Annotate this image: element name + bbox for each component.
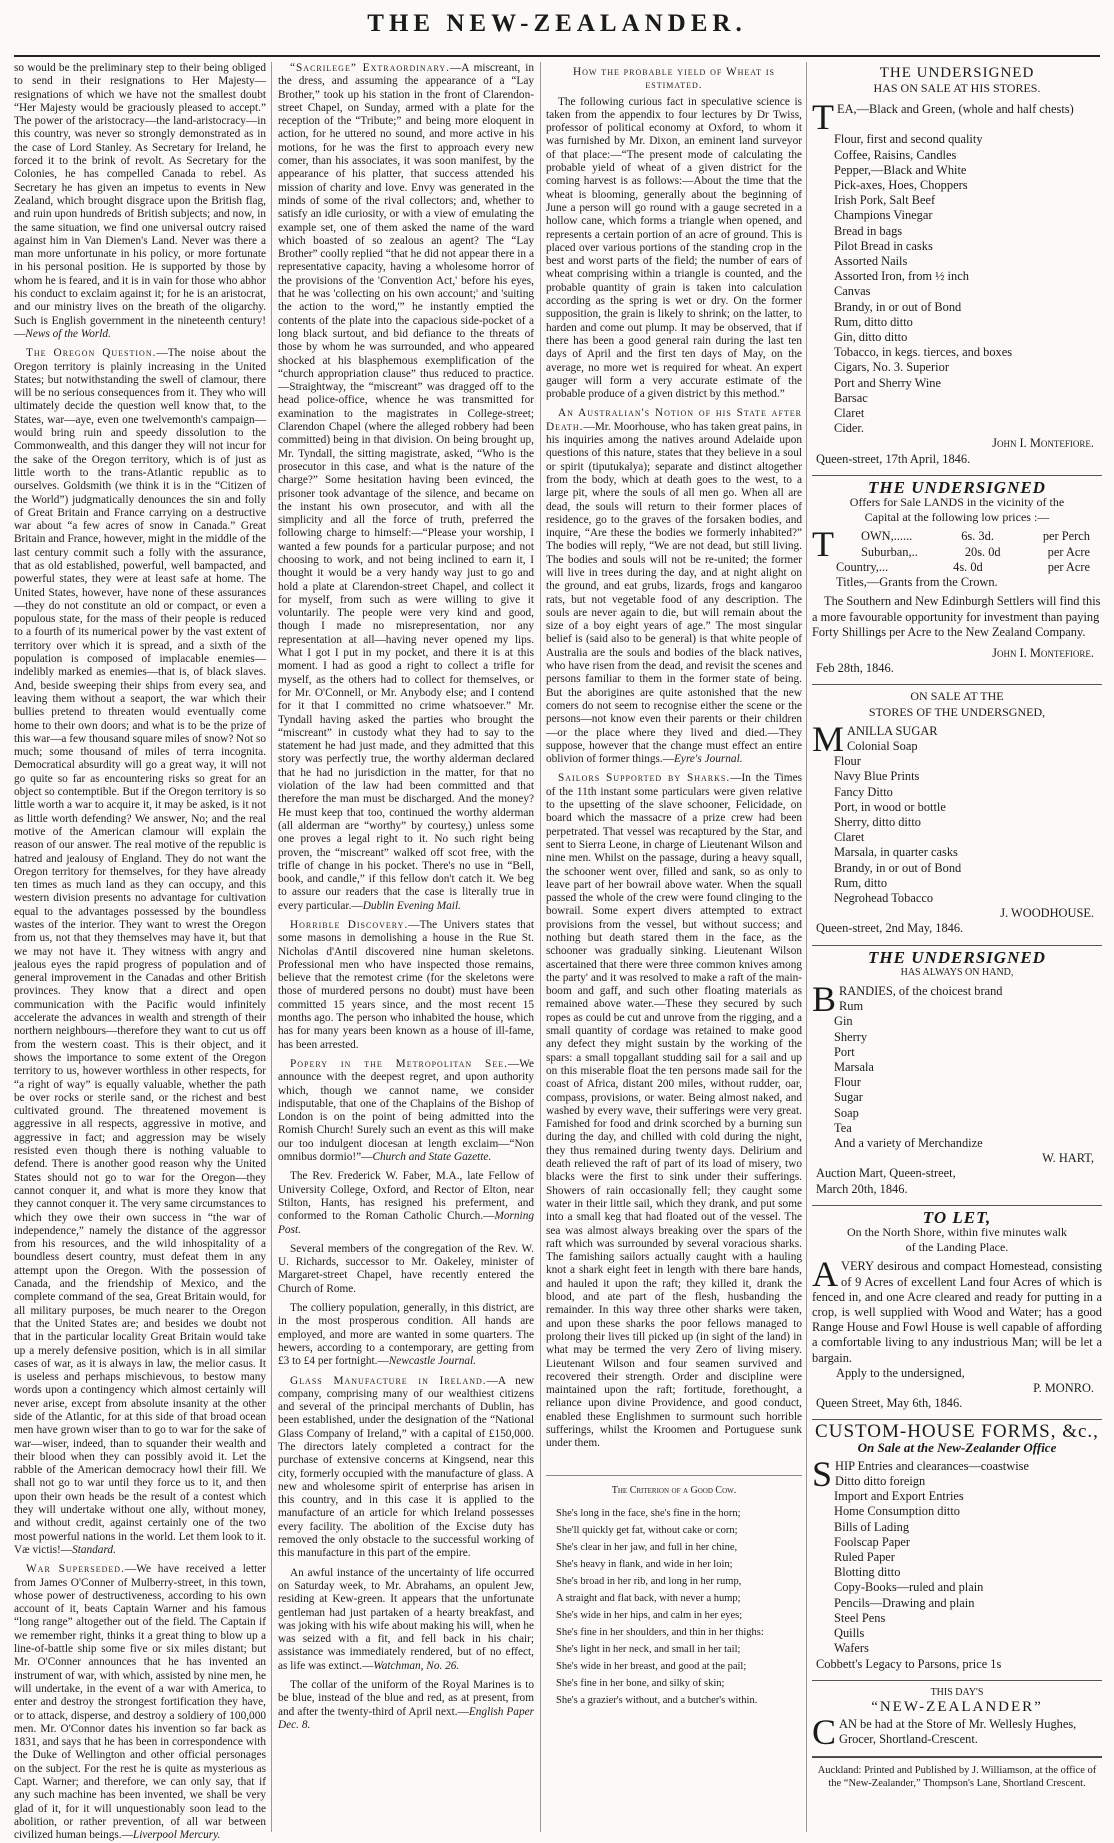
ad-item: And a variety of Merchandize: [834, 1136, 983, 1150]
ad-line: On the North Shore, within five minutes walk: [847, 1225, 1067, 1240]
poem: [546, 1475, 802, 1709]
poem-line: She's fine in her shoulders, and thin in her thighs:: [556, 1626, 764, 1638]
column-4-advertisements: [812, 62, 1102, 1832]
ad-item: HIP Entries and clearances—coastwise: [835, 1458, 1029, 1473]
article-abrahams: An awful instance of the uncertainty of life occurred on Saturday week, to Mr. Abrahams, an opulent Jew, residing at Kew-green. It appears that the unfortunate gentleman had just partaken of a hearty breakfast, and was joking with his wife about making his will, when he was seized with a fit, and fell back in his chair; assistance was immediately rendered, but of no effect, as life was extinct.—Watchman, No. 26.: [278, 1566, 534, 1672]
poem-line: She's light in her neck, and small in her tail;: [556, 1643, 741, 1655]
ad-montefiore-stores: [812, 62, 1102, 476]
ad-item: Irish Pork, Salt Beef: [834, 193, 936, 208]
ad-item: Claret: [834, 830, 865, 845]
price-row: OWN,...... 6s. 3d. per Perch: [861, 529, 1090, 544]
ad-item: Cider.: [834, 421, 864, 436]
article-oregon-question: The Oregon Question.—The noise about the Oregon territory is plainly increasing in the United States; but notwithstanding the swell of clamour, there will be no serious consequences from it. They who will ultimately decide the question well know that, to the States, war—aye, even one twelvemonth's campaign—would bring ruin and speedy dissolution to the Commonwealth, and this danger they will not incur for the sake of the Oregon territory, which is of just as little worth to the trans-Atlantic republic as to ourselves. Goldsmith (we think it is in the “Citizen of the World”) judgmatically denounces the sin and folly of Great Britain and France carrying on a destructive war about “a few acres of snow in Canada.” Great Britain and France, however, might in the middle of the last century commit such a folly with the assurance, that as old established, powerful, well bampacted, and powerful states, they were at least safe at home. The United States, however, have none of these assurances—they do not constitute an old or compact, or even a populous state, for the mass of their people is reduced to a fourth of its numerical power by the vast extent of territory over which it is spread, and a sixth of the population is composed of implacable enemies—indelibly marked as enemies—that is, of black slaves. And, beside sweeping their ships from every sea, and leaving them without a seaport, the war which their bullies pretend to threaten would eventually come home to their own doors; and what is to be the prize of this war—a few thousand square miles of snow? Not so much; some thousand of miles of terra incognita. Democratical absurdity will go a great way, it will not go quite so far as encountering risks so great for an object so contemptible. But if the Oregon territory is so little worth a war to acquire it, it may be asked, is it not as little worth defending? We answer, No; and the real motive of the American clamour will explain the reason of our answer. The real motive of the republic is hatred and jealousy of England. They do not want the Oregon territory for themselves, for they have already ten times as much land as they can occupy, and this western division presents no advantage for cultivation equal to the advantages possessed by the boundless wastes of the interior. They want to wrest the Oregon from us, not that they themselves may have it, but that we may not have it. They witness with angry and jealous eyes the rapid progress of population and of general improvement in the Canadas and other British provinces. They know that a direct and open communication with the Pacific would infinitely accelerate the advances in wealth and strength of their northern neighbours—therefore they want to cut us off from the western coast. This is their object, and it shows the importance to some extent of the Oregon territory to us, however worthless in other respects, for “a right of way” is equally valuable, whether the path be over rocks or sterile sand, or the richest and best cultivated ground. The threatened movement is aggressive in all respects, aggressive in motive, and aggressive in fact; and aggression may be wisely resisted even though there is nothing valuable to defend. There is another good reason why the United States should not go to war for the Oregon—they cannot conquer it, and what is more they know that they cannot conquer it. The very same circumstances to which they owe their own success in “the war of independence,” namely the distance of the aggressor from his resources, and the wild inhospitality of a boundless desert country, must defeat them in any attempt upon the Oregon. With the possession of Canada, and the friendship of Mexico, and the complete command of the sea, Great Britain would, for all military purposes, be much nearer to the Oregon that the United States are; and besides we doubt not that in the particular locality Great Britain would take up a merely defensive position, which is in all similar cases of war, as it is always in law, the melior casus. It is useless and perhaps mischievous, to bestow many words upon a contingency which almost certainly will never arise, except from absolute insanity at the other side of the Atlantic, for at this side of that broad ocean men have grown wiser than to go to war for the sake of war—wiser, indeed, than to squander their wealth and their blood when they can possibly avoid it. Let the rabble of the American democracy howl their fill. We shall not go to war until they force us to it, and then upon their own heads be the result of a contest which they will undertake without one ally, without money, and without credit, against certainly one of the two most powerful nations in the world. Let them look to it. Væ victis!—Standard.: [14, 347, 266, 1556]
ad-heading: CUSTOM-HOUSE FORMS, &c.,: [815, 1421, 1099, 1443]
ad-item: Ruled Paper: [834, 1550, 895, 1565]
poem-line: A straight and flat back, with never a hump;: [556, 1592, 741, 1604]
column-divider: [806, 62, 807, 1832]
ad-item: Brandy, in or out of Bond: [834, 299, 962, 314]
poem-line: She's clear in her jaw, and full in her chine,: [556, 1541, 738, 1553]
ad-heading: THE UNDERSIGNED: [868, 947, 1046, 967]
drop-cap: C: [812, 1712, 837, 1753]
ad-item: Ditto ditto foreign: [835, 1474, 926, 1489]
ad-item: Pepper,—Black and White: [834, 162, 967, 177]
ad-item: Gin: [834, 1014, 853, 1029]
ad-item: Foolscap Paper: [834, 1534, 911, 1549]
ad-date: Auction Mart, Queen-street,: [816, 1166, 956, 1181]
ad-heading: THE UNDERSIGNED: [879, 65, 1035, 81]
article-heading: How the probable yield of Wheat is estimated.: [573, 66, 775, 92]
drop-cap: M: [812, 718, 845, 759]
ad-this-days-paper: [812, 1681, 1102, 1757]
ad-line: Titles,—Grants from the Crown.: [836, 575, 998, 590]
article-royal-marines: The collar of the uniform of the Royal Marines is to be blue, instead of the blue and red, as at present, from and after the twenty-third of April next.—English Paper Dec. 8.: [278, 1679, 535, 1731]
ad-item: Bread in bags: [834, 223, 903, 238]
ad-item: Claret: [834, 406, 865, 421]
ad-signature: John I. Montefiore.: [992, 436, 1094, 451]
ad-date: Queen-street, 2nd May, 1846.: [816, 921, 964, 936]
ad-hart-merchandize: [812, 946, 1102, 1206]
ad-item: Flour, first and second quality: [834, 132, 983, 147]
poem-title: The Criterion of a Good Cow.: [611, 1484, 737, 1496]
drop-cap: T: [812, 524, 834, 565]
ad-item: Sugar: [834, 1090, 863, 1105]
ad-to-let: [812, 1206, 1102, 1421]
ad-item: Wafers: [834, 1641, 869, 1656]
ad-item: Soap: [834, 1105, 859, 1120]
column-divider: [540, 62, 541, 1832]
ad-item: Rum: [839, 999, 864, 1014]
ad-item: Pilot Bread in casks: [834, 238, 933, 253]
ad-item: Navy Blue Prints: [834, 769, 920, 784]
ad-heading: THIS DAY'S: [930, 1686, 984, 1698]
poem-line: She's wide in her breast, and good at the pail;: [556, 1660, 747, 1672]
ad-subheading: HAS ON SALE AT HIS STORES.: [873, 81, 1041, 96]
column-divider: [271, 62, 272, 1832]
article-war-superseded: War Superseded.—We have received a letter from James O'Conner of Mulberry-street, in this town, whose power of destructiveness, according to his own account of it, beats Captain Warner and his famous “long range” altogether out of the field. The Captain if we remember right, thinks it a great thing to blow up a line-of-battle ship some five or six miles distant; but Mr. O'Conner announces that he has invented an instrument of war, with which, assisted by nine men, he will undertake, in the event of a war with America, to enter and destroy the strongest fortification they have, or to attack, disperse, and destroy a soldiery of 100,000 men. Mr. O'Connor dates his invention so far back as 1831, and says that he has been in correspondence with the Duke of Wellington and other official personages on the subject. For the rest he is quite as mysterious as Capt. Warner; and therefore, we can only say, that if any such machine has been invented, we shall be very glad of it, for it will unquestionably soon lead to the abolition, or rather prevention, of all war between civilized human beings.—Liverpool Mercury.: [14, 1563, 266, 1842]
ad-heading: “NEW-ZEALANDER”: [871, 1698, 1043, 1715]
ad-item: Cobbett's Legacy to Parsons, price 1s: [816, 1656, 1002, 1671]
poem-line: She's long in the face, she's fine in the horn;: [556, 1507, 741, 1519]
ad-item: Flour: [834, 754, 861, 769]
ad-item: Gin, ditto ditto: [834, 330, 908, 345]
ad-signature: John I. Montefiore.: [992, 645, 1094, 660]
ad-body: The Southern and New Edinburgh Settlers will find this a more favourable opportunity for investment than paying Forty Shillings per Acre to the New Zealand Company.: [812, 594, 1101, 639]
ad-lands-for-sale: [812, 476, 1102, 685]
article-faber: The Rev. Frederick W. Faber, M.A., late Fellow of University College, Oxford, and Rector of Elton, near Stilton, Hants, has resigned his preferment, and conformed to the Roman Catholic Church.—Morning Post.: [278, 1170, 534, 1236]
ad-heading: TO LET,: [922, 1207, 992, 1227]
ad-item: Tobacco, in kegs. tierces, and boxes: [834, 345, 1013, 360]
ad-item: Marsala, in quarter casks: [834, 845, 958, 860]
article-wheat-yield: The following curious fact in speculative science is taken from the appendix to four lectures by Dr Twiss, professor of political economy at Oxford, to whom it was furnished by Mr. Dixon, an eminent land surveyor of that place:—“The present mode of calculating the probable yield of wheat of a given district for the coming harvest is as follows:—About the time that the wheat is blooming, generally about the beginning of June a person will go round with a gauge secreted in a hollow cane, which forms a triangle when opened, and represents a certain portion of an acre of ground. This is placed over various portions of the standing crop in the best and worst parts of the field; the number of ears of wheat comprising within a triangle is counted, and the probable quantity of grain is taken into calculation according as the spring is wet or dry. On the former supposition, the grain is likely to shrink; on the latter, to harden and come out plump. It may be observed, that if there has been a good general rain during the last ten days of April and the first ten days of May, on the average, no more wet is required for wheat. An expert gauger will form a very accurate estimate of the probable produce of a given district by this method.”: [546, 95, 802, 401]
ad-signature: J. WOODHOUSE.: [1000, 906, 1094, 921]
column-2: [278, 62, 534, 1832]
ad-item: ANILLA SUGAR: [847, 723, 938, 738]
ad-item: EA,—Black and Green, (whole and half chests): [837, 102, 1074, 117]
poem-line: She's broad in her rib, and long in her rump,: [556, 1575, 742, 1587]
article-sacrilege: “Sacrilege” Extraordinary.—A miscreant, in the dress, and assuming the appearance of a “Lay Brother,” took up his station in the front of Clarendon-street Chapel, on Sunday, armed with a plate for the reception of the “Tribute;” and being more eloquent in action, for he uttered no sound, and more active in his motions, for he was the first to approach every new comer, than his associates, it was soon manifest, by the appearance of his platter, that success attended his mission of charity and love. Envy was generated in the minds of some of the rival collectors; and, whether to satisfy an idle curiosity, or with a view of emulating the example set, one of them asked the name of the ward which boasted of so zealous an agent? The “Lay Brother” coolly replied “that he did not appear there in a representative capacity, having a wholesome horror of the provisions of the 'Convention Act,' before his eyes, that he was 'collecting on his own account;' and 'suiting the action to the word,'” he instantly emptied the contents of the plate into the capacious side-pocket of a long black surtout, and bid defiance to the threats of those by whom he was surrounded, and who appeared shocked at his blasphemous exemplification of the “church appropriation clause” thus reduced to practice.—Straightway, the “miscreant” was dragged off to the head police-office, whence he was transmitted for examination to the magistrates in College-street; Clarendon Chapel (where the alleged robbery had been committed) being in that division. On being brought up, Mr. Tyndall, the sitting magistrate, asked, “Who is the prosecutor in this case, and what is the nature of the charge?” Some hesitation having been evinced, the prisoner took advantage of the silence, and became on the instant his own prosecutor, and with all the simplicity and all the force of truth, preferred the following charge to himself:—“Please your worship, I wanted a few pounds for a particular purpose; and not choosing to work, and not being inclined to earn it, I thought it would be a very handy way just to go and hold a plate at Clarendon-street Chapel, and collect it for myself, from such as were willing to give it voluntarily. The people were very kind and good, though I made no misrepresentation, nor any representation at all—having never opened my lips. What I got I put in my pocket, and there it is at this moment. I had as good a right to collect a trifle for myself, as the others had to collect for themselves, or for Mr. O'Connell, or Mr. Anybody else; and I contend for it that I committed no crime whatsoever.” Mr. Tyndall having asked the parties who brought the “miscreant” in custody what they had to say to the statement he had just made, and they admitted that this story was perfectly true, the worthy alderman declared that he had no jurisdiction in the matter, for that no violation of the law had been committed and that therefore the man must be discharged. And the money? He must keep that too, continued the worthy alderman (all alderman are “worthy” by courtesy,) unless some one proves a legal right to it. No such right being proven, the “miscreant” walked off scot free, with the trifle of change in his pocket. There's no use in “Bell, book, and candle,” if this fellow don't catch it. We beg to assure our readers that the case is literally true in every particular.—Dublin Evening Mail.: [278, 62, 534, 912]
article-horrible-discovery: Horrible Discovery.—The Univers states that some masons in demolishing a house in the Rue St. Nicholas d'Antil discovered nine human skeletons. Professional men who have inspected those remains, believe that the remotest crime (for the skeletons were those of murdered persons no doubt) must have been committed 15 years since, and the most recent 15 months ago. The person who inhabited the house, which has for many years been known as a house of ill-fame, has been arrested.: [278, 919, 534, 1051]
ad-signature: P. MONRO.: [1033, 1381, 1094, 1396]
ad-item: Sherry: [834, 1029, 868, 1044]
ad-item: Cigars, No. 3. Superior: [834, 360, 949, 375]
price-row: Suburban,.. 20s. 0d per Acre: [861, 544, 1090, 559]
article-glass-manufacture: Glass Manufacture in Ireland.—A new company, comprising many of our wealthiest citizens and several of the principal merchants of Dublin, has been established, under the designation of the “National Glass Company of Ireland,” with a capital of £150,000. The directors lately completed a contract for the purchase of extensive concerns at Kingsend, near this city, formerly occupied with the manufacture of glass. A new and wholesome spirit of enterprise has arisen in this country, and in this case it is applied to the manufacture of an article for which Ireland possesses every facility. The abolition of the Excise duty has removed the only obstacle to the successful working of this manufacture in this part of the empire.: [278, 1374, 534, 1560]
ad-body: AN be had at the Store of Mr. Wellesly Hughes, Grocer, Shortland-Crescent.: [839, 1717, 1077, 1747]
price-row: Country,... 4s. 0d per Acre: [836, 559, 1090, 574]
ad-line: Offers for Sale LANDS in the vicinity of the: [849, 495, 1065, 510]
ad-custom-house-forms: [812, 1420, 1102, 1680]
ad-item: Import and Export Entries: [834, 1489, 964, 1504]
ad-date: Queen Street, May 6th, 1846.: [816, 1396, 963, 1411]
poem-line: She's heavy in flank, and wide in her loin;: [556, 1558, 733, 1570]
column-1: [14, 62, 266, 1842]
drop-cap: S: [812, 1453, 833, 1494]
newspaper-title: THE NEW-ZEALANDER.: [367, 10, 747, 37]
ad-item: Bills of Lading: [834, 1519, 910, 1534]
imprint-footer: Auckland: Printed and Published by J. Williamson, at the office of the “New-Zealander,” Thompson's Lane, Shortland Crescent.: [812, 1757, 1102, 1790]
ad-item: Champions Vinegar: [834, 208, 933, 223]
article-richards: Several members of the congregation of the Rev. W. U. Richards, successor to Mr. Oakeley, minister of Margaret-street Chapel, have recently entered the Church of Rome.: [278, 1242, 534, 1295]
ad-subheading: HAS ALWAYS ON HAND,: [900, 966, 1014, 978]
drop-cap: A: [812, 1254, 838, 1295]
article-paragraph: so would be the preliminary step to their being obliged to send in their resignations to Her Majesty—resignations of which we have not the smallest doubt “Her Majesty would be graciously pleased to accept.” The power of the aristocracy—the land-aristocracy—in this country, was never so strongly demonstrated as in the case of Lord Stanley. As Secretary for Ireland, he forced it to the brink of revolt. As Secretary for the Colonies, he has compelled Canada to rebel. As Secretary he has given an impetus to events in New Zealand, which brought disgrace upon the British flag, and ruin upon hundreds of British subjects; and now, in the same situation, we find one universal outcry raised against him in Van Diemen's Land. Never was there a man more unfortunate in his policy, or more fortunate in his personal position. He is supported by those by whom he is feared, and it is in vain for those who abhor his conduct to exclaim against it; for he is an aristocrat, and our ministry lives on the breath of the oligarchy. Such is English government in the nineteenth century!—News of the World.: [14, 62, 266, 340]
ad-heading: STORES OF THE UNDERSGNED,: [868, 704, 1046, 719]
ad-item: Rum, ditto ditto: [834, 314, 913, 329]
ad-item: Assorted Nails: [834, 254, 908, 269]
ad-heading: ON SALE AT THE: [910, 689, 1004, 704]
ad-item: Pick-axes, Hoes, Choppers: [834, 178, 968, 193]
ad-item: Copy-Books—ruled and plain: [834, 1580, 984, 1595]
drop-cap: B: [812, 978, 837, 1019]
ad-item: Pencils—Drawing and plain: [834, 1595, 975, 1610]
poem-line: She's fine in her bone, and silky of skin;: [556, 1677, 725, 1689]
ad-item: Fancy Ditto: [834, 784, 893, 799]
ad-item: Canvas: [834, 284, 871, 299]
ad-item: Tea: [834, 1120, 852, 1135]
ad-item: Negrohead Tobacco: [834, 890, 934, 905]
ad-item: Marsala: [834, 1059, 874, 1074]
ad-date: Feb 28th, 1846.: [816, 661, 894, 676]
ad-item: Home Consumption ditto: [834, 1504, 960, 1519]
ad-body: VERY desirous and compact Homestead, consisting of 9 Acres of excellent Land four Acres of which is fenced in, and one Acre cleared and ready for putting in a crop, is well supplied with Wood and Water; has a good Range House and Fowl House is well capable of affording a comfortable living to any industrious Man; will be let a bargain.: [812, 1259, 1102, 1365]
ad-item: RANDIES, of the choicest brand: [839, 983, 1003, 998]
ad-subheading: On Sale at the New-Zealander Office: [857, 1439, 1057, 1455]
ad-item: Blotting ditto: [834, 1565, 901, 1580]
masthead: [0, 0, 1114, 60]
ad-item: Port, in wood or bottle: [834, 799, 946, 814]
article-sailors-sharks: Sailors Supported by Sharks.—In the Times of the 11th instant some particulars were given relative to the upsetting of the slave schooner, Felicidade, on board which the massacre of a prize crew had been perpetrated. That vessel was recaptured by the Star, and sent to Sierra Leone, in charge of Lieutenant Wilson and nine men. Whilst on the passage, during a heavy squall, the schooner went over, filled and sank, so as only to leave part of her bowrail above water. When the squall passed the whole of the crew were found clinging to the bowrail. Some expert divers attempted to extract provisions from the vessel, but without success; and nothing but death stared them in the face, as the schooner was gradually sinking. Lieutenant Wilson ascertained that there were three common knives among the party' and it was resolved to make a raft of the main-boom and gaff, and such other floating materials as remained above water.—These they secured by such ropes as could be cut and unrove from the rigging, and a small quantity of cordage was retained to make good any defect they might sustain by the working of the spars: a small topgallant studding sail for a sail and up on this miserable float the ten persons made sail for the coast of Africa, distant 200 miles, without rudder, oar, compass, provisions, or water. Being almost naked, and washed by every wave, their sufferings were very great. Famished for food and drink scorched by a burning sun during the day, and chilled with cold during the night, they thus remained during twenty days. Delirium and death relieved the raft of part of its load of misery, two blacks were the first to sink under their sufferings. Showers of rain occasionally fell; they caught some water in their little sail, which they drank, and put some into a small keg that had floated out of the vessel. The sea was almost always breaking over the spars of the raft which was surrounded by several voracious sharks. The famishing sailors actually caught with a hauling knot a shark eight feet in length with there bare hands, and hauled it upon the raft; they killed it, drank the blood, and ate part of the flesh, husbanding the remainder. In this way three other sharks were taken, and upon these sharks the poor fellows managed to prolong their lives till picked up (in sight of the land) in what may be termed the very Zero of living misery. Lieutenant Wilson and four seamen survived and recovered their strength. Order and discipline were maintained upon the raft; fortitude, forethought, a reliance upon divine Providence, and good conduct, enabled these Englishmen to surmount such horrible sufferings, whilst the Kroomen and Portuguese sunk under them.: [546, 772, 802, 1450]
ad-item: Port and Sherry Wine: [834, 375, 941, 390]
poem-line: She's a grazier's without, and a butcher's within.: [556, 1694, 758, 1706]
ad-item: Steel Pens: [834, 1610, 886, 1625]
ad-item: Rum, ditto: [834, 875, 888, 890]
ad-line: of the Landing Place.: [905, 1240, 1009, 1255]
article-colliery: The colliery population, generally, in this district, are in the most prosperous condition. All hands are employed, and more are wanted in some quarters. The hewers, according to a contemporary, are getting from £3 to £4 per fortnight.—Newcastle Journal.: [278, 1302, 534, 1368]
ad-line: Capital at the following low prices :—: [864, 510, 1050, 525]
ad-item: Coffee, Raisins, Candles: [834, 147, 957, 162]
ad-woodhouse-stores: [812, 685, 1102, 945]
ad-date: Queen-street, 17th April, 1846.: [816, 451, 971, 466]
ad-item: Barsac: [834, 390, 868, 405]
ad-item: Colonial Soap: [847, 738, 918, 753]
ad-item: Flour: [834, 1075, 861, 1090]
ad-item: Sherry, ditto ditto: [834, 814, 921, 829]
ad-item: Brandy, in or out of Bond: [834, 860, 962, 875]
ad-heading: THE UNDERSIGNED: [868, 477, 1046, 497]
article-popery: Popery in the Metropolitan See.—We announce with the deepest regret, and upon authority which, though we cannot name, we consider indisputable, that one of the Chaplains of the Bishop of London is on the point of being admitted into the Romish Church! Surely such an event as this will make our too indulgent diocesan at length exclaim—“Non omnibus dormio!”—Church and State Gazette.: [278, 1057, 534, 1164]
masthead-rule: [14, 55, 1100, 57]
ad-line: Apply to the undersigned,: [836, 1365, 965, 1380]
column-3: [546, 62, 802, 1832]
ad-date: March 20th, 1846.: [816, 1181, 908, 1196]
poem-line: She'll quickly get fat, without cake or corn;: [556, 1524, 738, 1536]
ad-item: Port: [834, 1044, 855, 1059]
ad-item: Quills: [834, 1626, 865, 1641]
ad-signature: W. HART,: [1042, 1151, 1094, 1166]
ad-item: Assorted Iron, from ½ inch: [834, 269, 969, 284]
drop-cap: T: [812, 97, 834, 138]
article-australian-notion: An Australian's Notion of his State after Death.—Mr. Moorhouse, who has taken great pains, in his inquiries among the natives around Adelaide upon questions of this nature, states that they believe in a soul or spirit (tiputukalya); separate and distinct altogether from the body, which at death goes to the west, to a large pit, where the souls of all men go. When all are dead, the souls will return to their former places of residence, go to the graves of the forsaken bodies, and inquire, “Are these the bodies we formerly inhabited?” The bodies will reply, “We are not dead, but still living. The bodies and souls will not be re-united; the former will live in trees during the day, and at night alight on the ground, and eat grubs, lizards, frogs and kangaroo rats, but not vegetable food of any description. The souls are never again to die, but will remain about the size of a boy eight years of age.” The most singular belief is (said also to be general) is that white people of Australia are the souls and bodies of the black natives, who have risen from the dead, and revisit the scenes and persons familiar to them in the former state of being. But the aborigines are quite astonished that the new comers do not seem to recognise either the scene or the persons—not know even their parents or their children—or the place where they lived and died.—They suppose, however that the change must effect an entire oblivion of former things.—Eyre's Journal.: [546, 407, 802, 766]
poem-line: She's wide in her hips, and calm in her eyes;: [556, 1609, 743, 1621]
